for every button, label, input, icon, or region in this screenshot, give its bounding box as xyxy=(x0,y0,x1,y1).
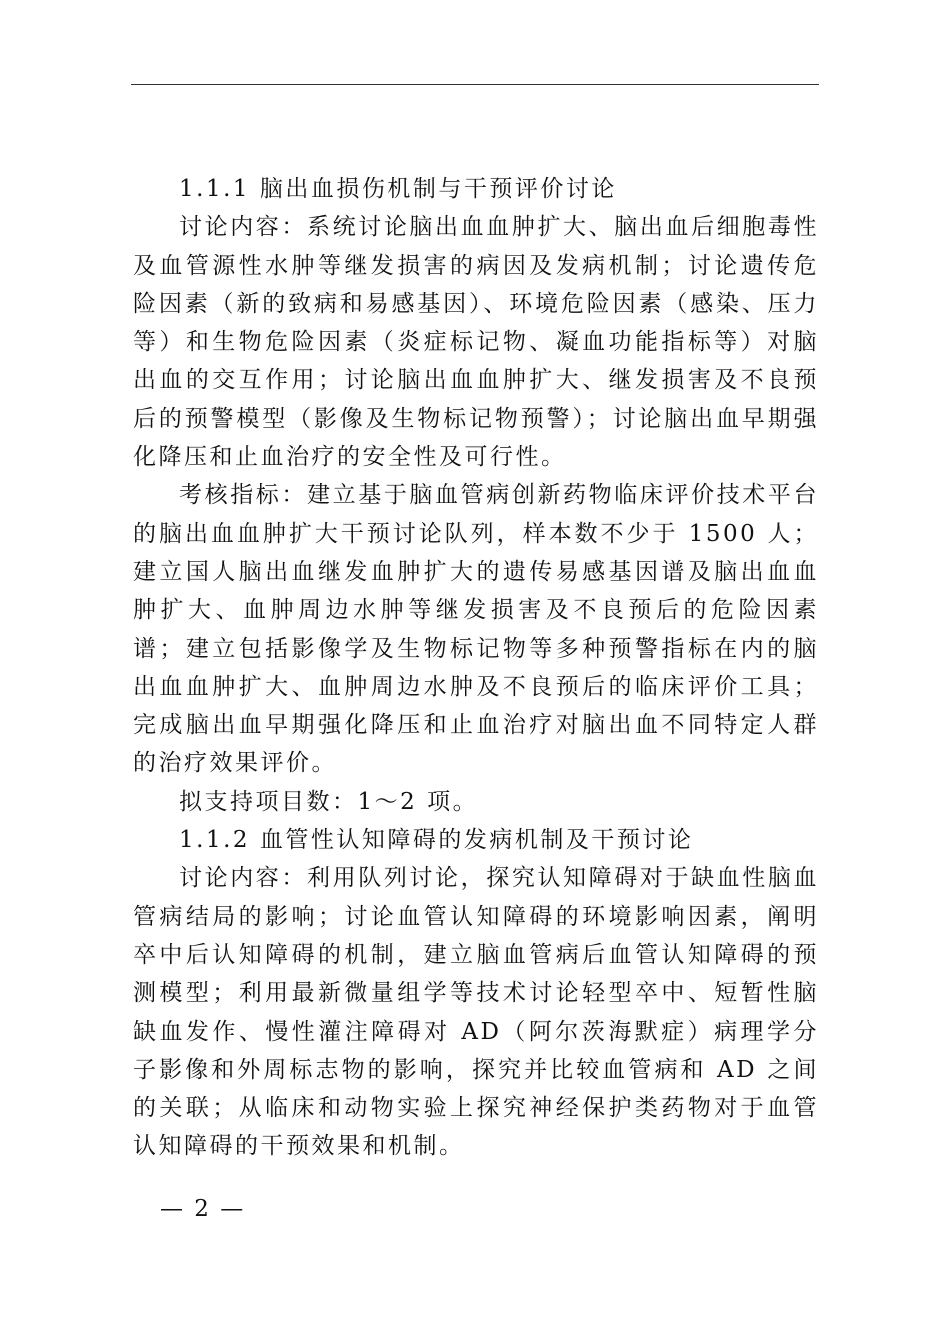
header-rule xyxy=(131,84,819,85)
research-content-paragraph-2: 讨论内容：利用队列讨论，探究认知障碍对于缺血性脑血管病结局的影响；讨论血管认知障碍的环境影响因素，阐明卒中后认知障碍的机制，建立脑血管病后血管认知障碍的预测模型；利用最新微量组学等技术讨论轻型卒中、短暂性脑缺血发作、慢性灌注障碍对 AD（阿尔茨海默症）病理学分子影像和外周标志物的影响，探究并比较血管病和 AD 之间的关联；从临床和动物实验上探究神经保护类药物对于血管认知障碍的干预效果和机制。 xyxy=(133,865,819,1160)
research-content-paragraph-1: 讨论内容：系统讨论脑出血血肿扩大、脑出血后细胞毒性及血管源性水肿等继发损害的病因及发病机制；讨论遗传危险因素（新的致病和易感基因）、环境危险因素（感染、压力等）和生物危险因素（炎症标记物、凝血功能指标等）对脑出血的交互作用；讨论脑出血血肿扩大、继发损害及不良预后的预警模型（影像及生物标记物预警）；讨论脑出血早期强化降压和止血治疗的安全性及可行性。 xyxy=(133,214,819,471)
section-heading-1-1-1: 1.1.1 脑出血损伤机制与干预评价讨论 xyxy=(179,176,617,202)
section-heading-1-1-2: 1.1.2 血管性认知障碍的发病机制及干预讨论 xyxy=(179,827,694,854)
document-body xyxy=(133,170,819,1166)
assessment-indicators-paragraph: 考核指标：建立基于脑血管病创新药物临床评价技术平台的脑出血血肿扩大干预讨论队列，样本数不少于 1500 人；建立国人脑出血继发血肿扩大的遗传易感基因谱及脑出血血肿扩大、血肿周边水肿等继发损害及不良预后的危险因素谱；建立包括影像学及生物标记物等多种预警指标在内的脑出血血肿扩大、血肿周边水肿及不良预后的临床评价工具；完成脑出血早期强化降压和止血治疗对脑出血不同特定人群的治疗效果评价。 xyxy=(133,482,819,777)
supported-projects-count: 拟支持项目数：1～2 项。 xyxy=(179,788,479,815)
page-number: — 2 — xyxy=(160,1196,246,1222)
